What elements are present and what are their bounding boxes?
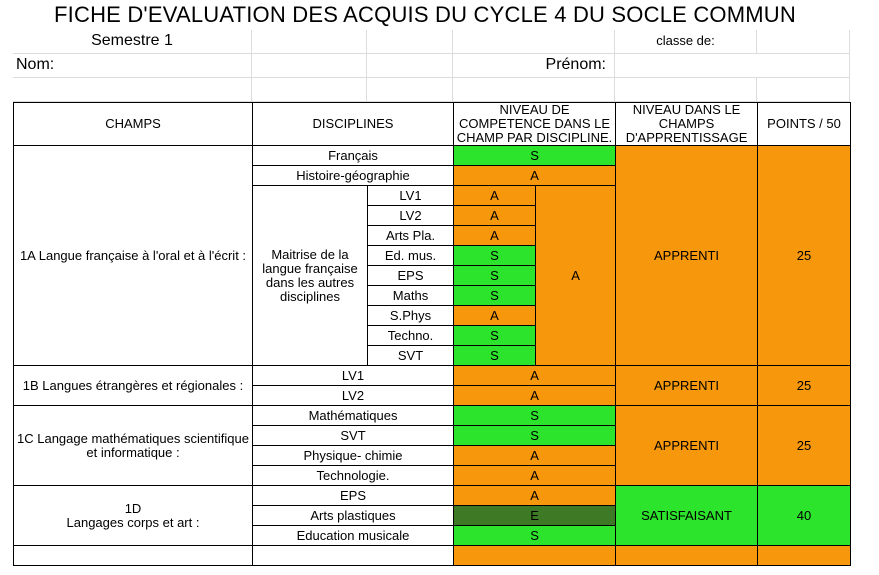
level-cell[interactable]: E [454, 506, 616, 526]
discipline-cell: Histoire-géographie [253, 166, 454, 186]
level-cell[interactable]: A [454, 206, 536, 226]
sub-discipline-cell: S.Phys [368, 306, 454, 326]
maitrise-label: Maitrise de la langue française dans les autres disciplines [253, 186, 368, 366]
empty-cell [616, 546, 758, 566]
level-cell[interactable]: S [454, 426, 616, 446]
discipline-cell: Technologie. [253, 466, 454, 486]
level-cell[interactable]: A [454, 366, 616, 386]
grid-cell[interactable] [252, 78, 367, 102]
grid-cell[interactable] [453, 78, 615, 102]
level-cell[interactable]: A [454, 166, 616, 186]
col-header-disciplines: DISCIPLINES [253, 103, 454, 146]
grid-cell[interactable] [367, 78, 453, 102]
maitrise-level[interactable]: A [536, 186, 616, 366]
points-1b: 25 [758, 366, 851, 406]
level-cell[interactable]: S [454, 526, 616, 546]
discipline-cell: Français [253, 146, 454, 166]
level-cell[interactable]: S [454, 286, 536, 306]
grid-cell[interactable] [13, 78, 252, 102]
champ-1d-code: 1D [124, 500, 142, 516]
prenom-field[interactable] [615, 54, 850, 78]
evaluation-table [13, 102, 851, 566]
sub-discipline-cell: Ed. mus. [368, 246, 454, 266]
level-cell[interactable]: A [454, 226, 536, 246]
nom-field[interactable] [252, 54, 367, 78]
grid-cell[interactable] [615, 78, 757, 102]
classe-label: classe de: [615, 30, 757, 54]
level-cell[interactable]: A [454, 386, 616, 406]
page-title: FICHE D'EVALUATION DES ACQUIS DU CYCLE 4 DU SOCLE COMMUN [54, 2, 796, 27]
sub-discipline-cell: LV2 [368, 206, 454, 226]
grid-cell[interactable] [252, 30, 367, 54]
level-cell[interactable]: S [454, 146, 616, 166]
level-cell[interactable]: S [454, 246, 536, 266]
level-cell[interactable]: S [454, 346, 536, 366]
table-row [14, 486, 851, 506]
grid-cell[interactable] [453, 30, 615, 54]
empty-cell [758, 546, 851, 566]
level-cell[interactable]: A [454, 466, 616, 486]
discipline-cell: SVT [253, 426, 454, 446]
grid-cell[interactable] [367, 54, 453, 78]
level-cell[interactable]: S [454, 406, 616, 426]
table-row [14, 146, 851, 166]
empty-cell [14, 546, 253, 566]
sub-discipline-cell: Maths [368, 286, 454, 306]
sub-discipline-cell: SVT [368, 346, 454, 366]
sub-discipline-cell: EPS [368, 266, 454, 286]
niveau-champs-1b: APPRENTI [616, 366, 758, 406]
table-row [14, 406, 851, 426]
level-cell[interactable]: S [454, 266, 536, 286]
niveau-champs-1a: APPRENTI [616, 146, 758, 366]
empty-cell [253, 546, 454, 566]
col-header-champs: CHAMPS [14, 103, 253, 146]
discipline-cell: Arts plastiques [253, 506, 454, 526]
points-1a: 25 [758, 146, 851, 366]
champ-1d-label: Langages corps et art : [66, 514, 200, 530]
discipline-cell: EPS [253, 486, 454, 506]
niveau-champs-1d: SATISFAISANT [616, 486, 758, 546]
table-row [14, 366, 851, 386]
prenom-label: Prénom: [453, 54, 615, 78]
champ-1c: 1C Langage mathématiques scientifique et informatique : [14, 406, 253, 486]
sub-discipline-cell: Techno. [368, 326, 454, 346]
table-header-row [14, 103, 851, 146]
level-cell[interactable]: A [454, 306, 536, 326]
level-cell[interactable]: A [454, 186, 536, 206]
champ-1a: 1A Langue française à l'oral et à l'écrit : [14, 146, 253, 366]
discipline-cell: LV1 [253, 366, 454, 386]
col-header-points: POINTS / 50 [758, 103, 851, 146]
grid-cell[interactable] [367, 30, 453, 54]
points-1d: 40 [758, 486, 851, 546]
level-cell[interactable] [454, 546, 616, 566]
grid-cell[interactable] [757, 78, 850, 102]
semestre-label: Semestre 1 [13, 30, 252, 54]
col-header-niveau-competence: NIVEAU DE COMPETENCE DANS LE CHAMP PAR DISCIPLINE. [454, 103, 616, 146]
level-cell[interactable]: A [454, 446, 616, 466]
table-row [14, 546, 851, 566]
champ-1b: 1B Langues étrangères et régionales : [14, 366, 253, 406]
champ-1d [14, 486, 253, 546]
col-header-niveau-champs: NIVEAU DANS LE CHAMPS D'APPRENTISSAGE [616, 103, 758, 146]
level-cell[interactable]: S [454, 326, 536, 346]
niveau-champs-1c: APPRENTI [616, 406, 758, 486]
discipline-cell: LV2 [253, 386, 454, 406]
discipline-cell: Mathématiques [253, 406, 454, 426]
points-1c: 25 [758, 406, 851, 486]
classe-field[interactable] [757, 30, 850, 54]
nom-label: Nom: [13, 54, 252, 78]
sub-discipline-cell: LV1 [368, 186, 454, 206]
level-cell[interactable]: A [454, 486, 616, 506]
sub-discipline-cell: Arts Pla. [368, 226, 454, 246]
discipline-cell: Physique- chimie [253, 446, 454, 466]
discipline-cell: Education musicale [253, 526, 454, 546]
